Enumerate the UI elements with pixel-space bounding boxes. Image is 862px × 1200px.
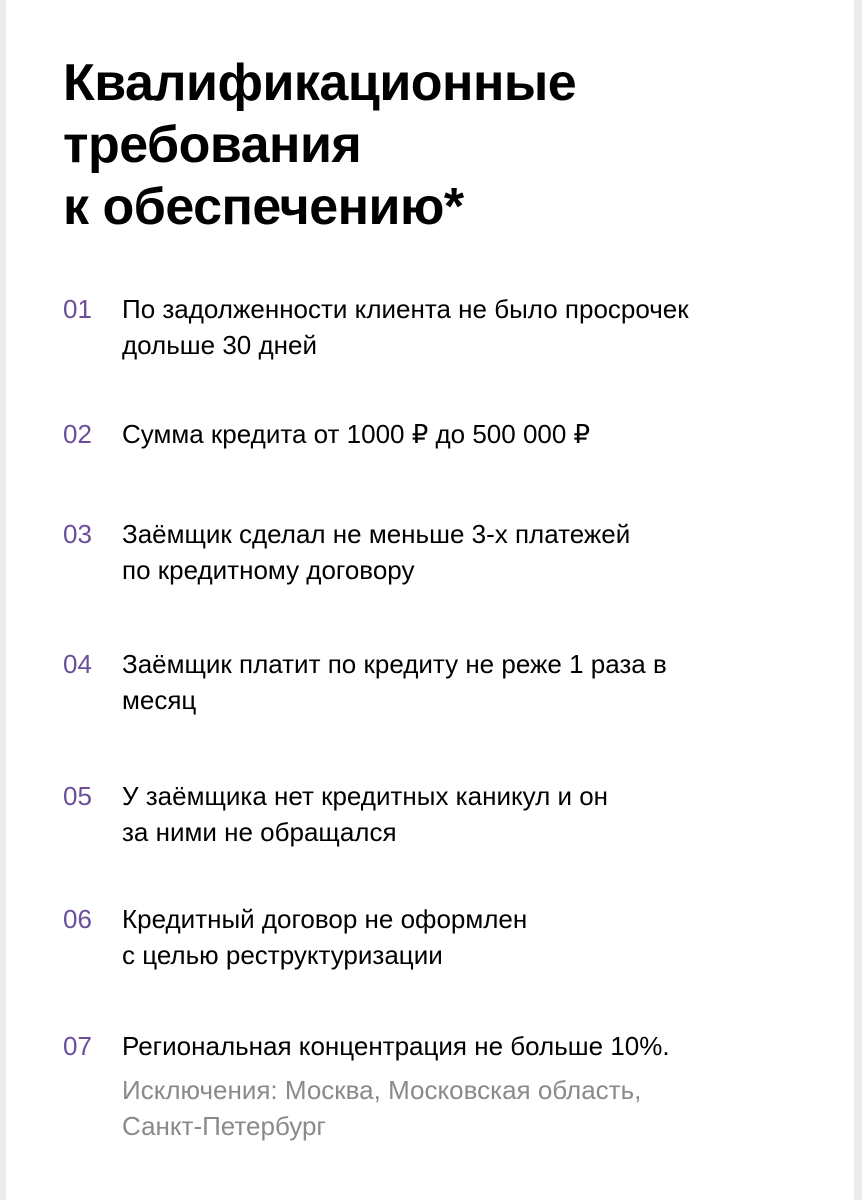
item-text: Заёмщик сделал не меньше 3-х платежей по кредитному договору <box>122 519 631 585</box>
item-text: Сумма кредита от 1000 ₽ до 500 000 ₽ <box>122 419 591 449</box>
page-title: Квалификационные требования к обеспечению* <box>63 54 577 236</box>
item-text: Заёмщик платит по кредиту не реже 1 раза в месяц <box>122 649 667 715</box>
item-number: 03 <box>63 519 92 549</box>
item-text: Кредитный договор не оформлен с целью реструктуризации <box>122 904 528 970</box>
item-number: 07 <box>63 1031 92 1061</box>
document-page <box>6 0 854 1200</box>
item-text: У заёмщика нет кредитных каникул и он за ними не обращался <box>122 781 609 847</box>
item-number: 04 <box>63 649 92 679</box>
item-number: 02 <box>63 419 92 449</box>
item-number: 01 <box>63 294 92 324</box>
item-number: 05 <box>63 781 92 811</box>
item-number: 06 <box>63 904 92 934</box>
item-text: Региональная концентрация не больше 10%. <box>122 1031 670 1061</box>
item-note: Исключения: Москва, Московская область, Санкт-Петербург <box>122 1075 642 1141</box>
item-text: По задолженности клиента не было просрочек дольше 30 дней <box>122 294 689 360</box>
